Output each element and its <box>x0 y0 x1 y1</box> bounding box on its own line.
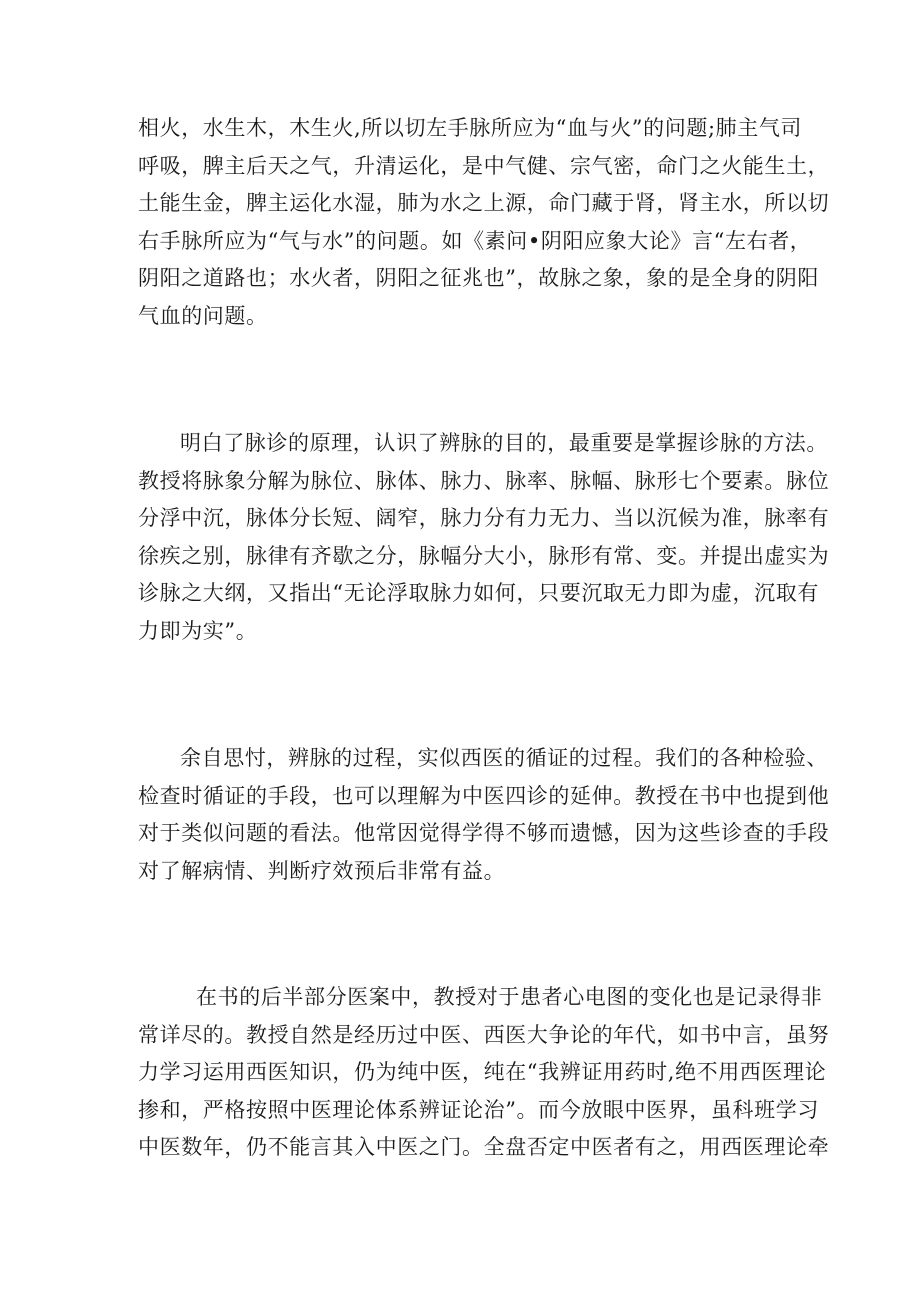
paragraph-line: 掺和，严格按照中医理论体系辨证论治”。而今放眼中医界，虽科班学习 <box>138 1097 819 1122</box>
paragraph-line: 阴阳之道路也；水火者，阴阳之征兆也”，故脉之象，象的是全身的阴阳 <box>138 266 819 290</box>
paragraph-line: 力学习运用西医知识，仍为纯中医，纯在“我辨证用药时,绝不用西医理论 <box>138 1060 827 1084</box>
paragraph-line: 在书的后半部分医案中，教授对于患者心电图的变化也是记录得非 <box>196 985 823 1009</box>
paragraph-4 <box>138 979 830 1167</box>
paragraph-2 <box>138 425 830 650</box>
paragraph-line: 余自思忖，辨脉的过程，实似西医的循证的过程。我们的各种检验、 <box>180 746 828 770</box>
paragraph-line: 气血的问题。 <box>138 303 268 328</box>
paragraph-line: 检查时循证的手段，也可以理解为中医四诊的延伸。教授在书中也提到他 <box>138 783 830 808</box>
paragraph-line: 呼吸，脾主后天之气，升清运化，是中气健、宗气密，命门之火能生土， <box>138 153 830 178</box>
paragraph-line: 诊脉之大纲，又指出“无论浮取脉力如何，只要沉取无力即为虚，沉取有 <box>138 581 819 605</box>
paragraph-line: 对了解病情、判断疗效预后非常有益。 <box>138 858 506 883</box>
paragraph-line: 土能生金，脾主运化水湿，肺为水之上源，命门藏于肾，肾主水，所以切 <box>138 191 830 215</box>
paragraph-line: 对于类似问题的看法。他常因觉得学得不够而遗憾，因为这些诊查的手段 <box>138 821 830 845</box>
paragraph-line: 分浮中沉，脉体分长短、阔窄，脉力分有力无力、当以沉候为准，脉率有 <box>138 506 830 530</box>
paragraph-line: 常详尽的。教授自然是经历过中医、西医大争论的年代，如书中言，虽努 <box>138 1022 830 1047</box>
paragraph-line: 徐疾之别，脉律有齐歇之分，脉幅分大小，脉形有常、变。并提出虚实为 <box>138 543 830 568</box>
paragraph-line: 力即为实”。 <box>138 618 258 643</box>
paragraph-line: 右手脉所应为“气与水”的问题。如《素问•阴阳应象大论》言“左右者， <box>138 228 812 253</box>
paragraph-line: 相火，水生木，木生火,所以切左手脉所应为“血与火”的问题;肺主气司 <box>138 116 803 140</box>
paragraph-line: 教授将脉象分解为脉位、脉体、脉力、脉率、脉幅、脉形七个要素。脉位 <box>138 468 830 493</box>
paragraph-line: 中医数年，仍不能言其入中医之门。全盘否定中医者有之，用西医理论牵 <box>138 1135 830 1159</box>
paragraph-line: 明白了脉诊的原理，认识了辨脉的目的，最重要是掌握诊脉的方法。 <box>180 431 828 455</box>
paragraph-1 <box>138 110 830 335</box>
paragraph-3 <box>138 740 830 890</box>
